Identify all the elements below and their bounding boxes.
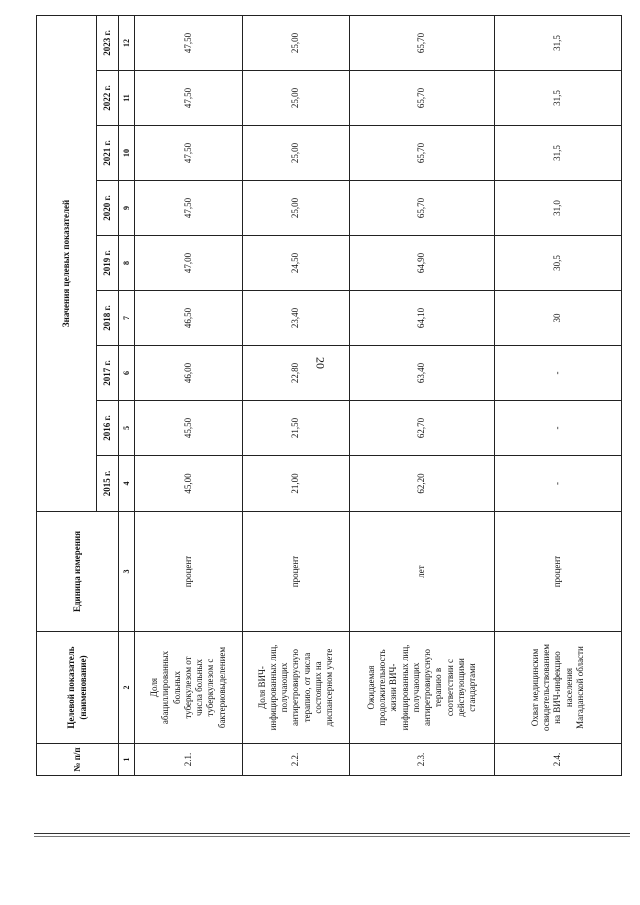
rotated-table-container [36, 16, 621, 776]
row-indicator-name: Доля ВИЧ- инфицированных лиц, получающих антиретровирусную терапию, от числа состоящих на диспансерном учете [243, 632, 350, 744]
row-value: 47,50 [135, 71, 243, 126]
bottom-rule [34, 833, 630, 834]
table-row [495, 15, 622, 775]
row-unit: процент [243, 512, 350, 632]
header-year: 2023 г. [97, 15, 119, 70]
row-value: 24,50 [243, 236, 350, 291]
header-year: 2017 г. [97, 346, 119, 401]
header-row-group [37, 15, 97, 775]
page-number: 20 [313, 357, 328, 369]
header-values-group: Значения целевых показателей [37, 15, 97, 511]
header-year: 2016 г. [97, 401, 119, 456]
header-year: 2018 г. [97, 291, 119, 346]
column-number: 4 [119, 456, 135, 512]
row-num: 2.3. [350, 744, 495, 776]
row-value: - [495, 346, 622, 401]
row-value: 31,0 [495, 181, 622, 236]
row-value: 64,90 [350, 236, 495, 291]
column-number: 6 [119, 346, 135, 401]
header-year: 2019 г. [97, 236, 119, 291]
row-value: 25,00 [243, 126, 350, 181]
bottom-rule-secondary [34, 836, 630, 837]
header-year: 2022 г. [97, 71, 119, 126]
row-unit: процент [135, 512, 243, 632]
target-indicators-table [36, 15, 622, 776]
row-value: 25,00 [243, 15, 350, 70]
header-unit: Единица измерения [37, 512, 119, 632]
column-number: 11 [119, 71, 135, 126]
row-indicator-name: Доля абациллированных больных туберкулезом от числа больных туберкулезом с бактериовыделением [135, 632, 243, 744]
row-unit: процент [495, 512, 622, 632]
header-year: 2021 г. [97, 126, 119, 181]
column-number: 9 [119, 181, 135, 236]
row-indicator-name: Охват медицинским освидетельствованием на ВИЧ-инфекцию населения Магаданской области [495, 632, 622, 744]
table-row [243, 15, 350, 775]
row-value: 46,00 [135, 346, 243, 401]
row-indicator-name: Ожидаемая продолжительность жизни ВИЧ- инфицированных лиц, получающих антиретровирусную терапию в соответствии с действующими стандартами [350, 632, 495, 744]
row-value: 30,5 [495, 236, 622, 291]
row-value: 47,50 [135, 181, 243, 236]
row-value: 45,00 [135, 456, 243, 512]
header-year: 2020 г. [97, 181, 119, 236]
column-number: 2 [119, 632, 135, 744]
row-value: 47,00 [135, 236, 243, 291]
row-value: 63,40 [350, 346, 495, 401]
column-number: 5 [119, 401, 135, 456]
row-value: 21,50 [243, 401, 350, 456]
row-num: 2.2. [243, 744, 350, 776]
row-num: 2.4. [495, 744, 622, 776]
column-number: 12 [119, 15, 135, 70]
row-value: 31,5 [495, 126, 622, 181]
column-number: 1 [119, 744, 135, 776]
row-value: 47,50 [135, 15, 243, 70]
row-value: 65,70 [350, 181, 495, 236]
row-value: 45,50 [135, 401, 243, 456]
row-value: - [495, 401, 622, 456]
column-number: 7 [119, 291, 135, 346]
row-value: 62,70 [350, 401, 495, 456]
header-indicator: Целевой показатель (наименование) [37, 632, 119, 744]
table-row [135, 15, 243, 775]
row-value: 47,50 [135, 126, 243, 181]
row-value: 25,00 [243, 71, 350, 126]
row-value: 62,20 [350, 456, 495, 512]
row-value: 25,00 [243, 181, 350, 236]
row-value: 64,10 [350, 291, 495, 346]
row-value: 22,80 [243, 346, 350, 401]
header-num: № п/п [37, 744, 119, 776]
row-value: 65,70 [350, 126, 495, 181]
row-value: 31,5 [495, 71, 622, 126]
column-number: 10 [119, 126, 135, 181]
header-year: 2015 г. [97, 456, 119, 512]
column-number: 3 [119, 512, 135, 632]
row-value: 21,00 [243, 456, 350, 512]
row-value: 23,40 [243, 291, 350, 346]
row-value: 31,5 [495, 15, 622, 70]
column-number-row [119, 15, 135, 775]
row-value: 46,50 [135, 291, 243, 346]
row-value: 65,70 [350, 71, 495, 126]
row-num: 2.1. [135, 744, 243, 776]
table-row [350, 15, 495, 775]
row-value: 65,70 [350, 15, 495, 70]
row-unit: лет [350, 512, 495, 632]
row-value: - [495, 456, 622, 512]
column-number: 8 [119, 236, 135, 291]
row-value: 30 [495, 291, 622, 346]
